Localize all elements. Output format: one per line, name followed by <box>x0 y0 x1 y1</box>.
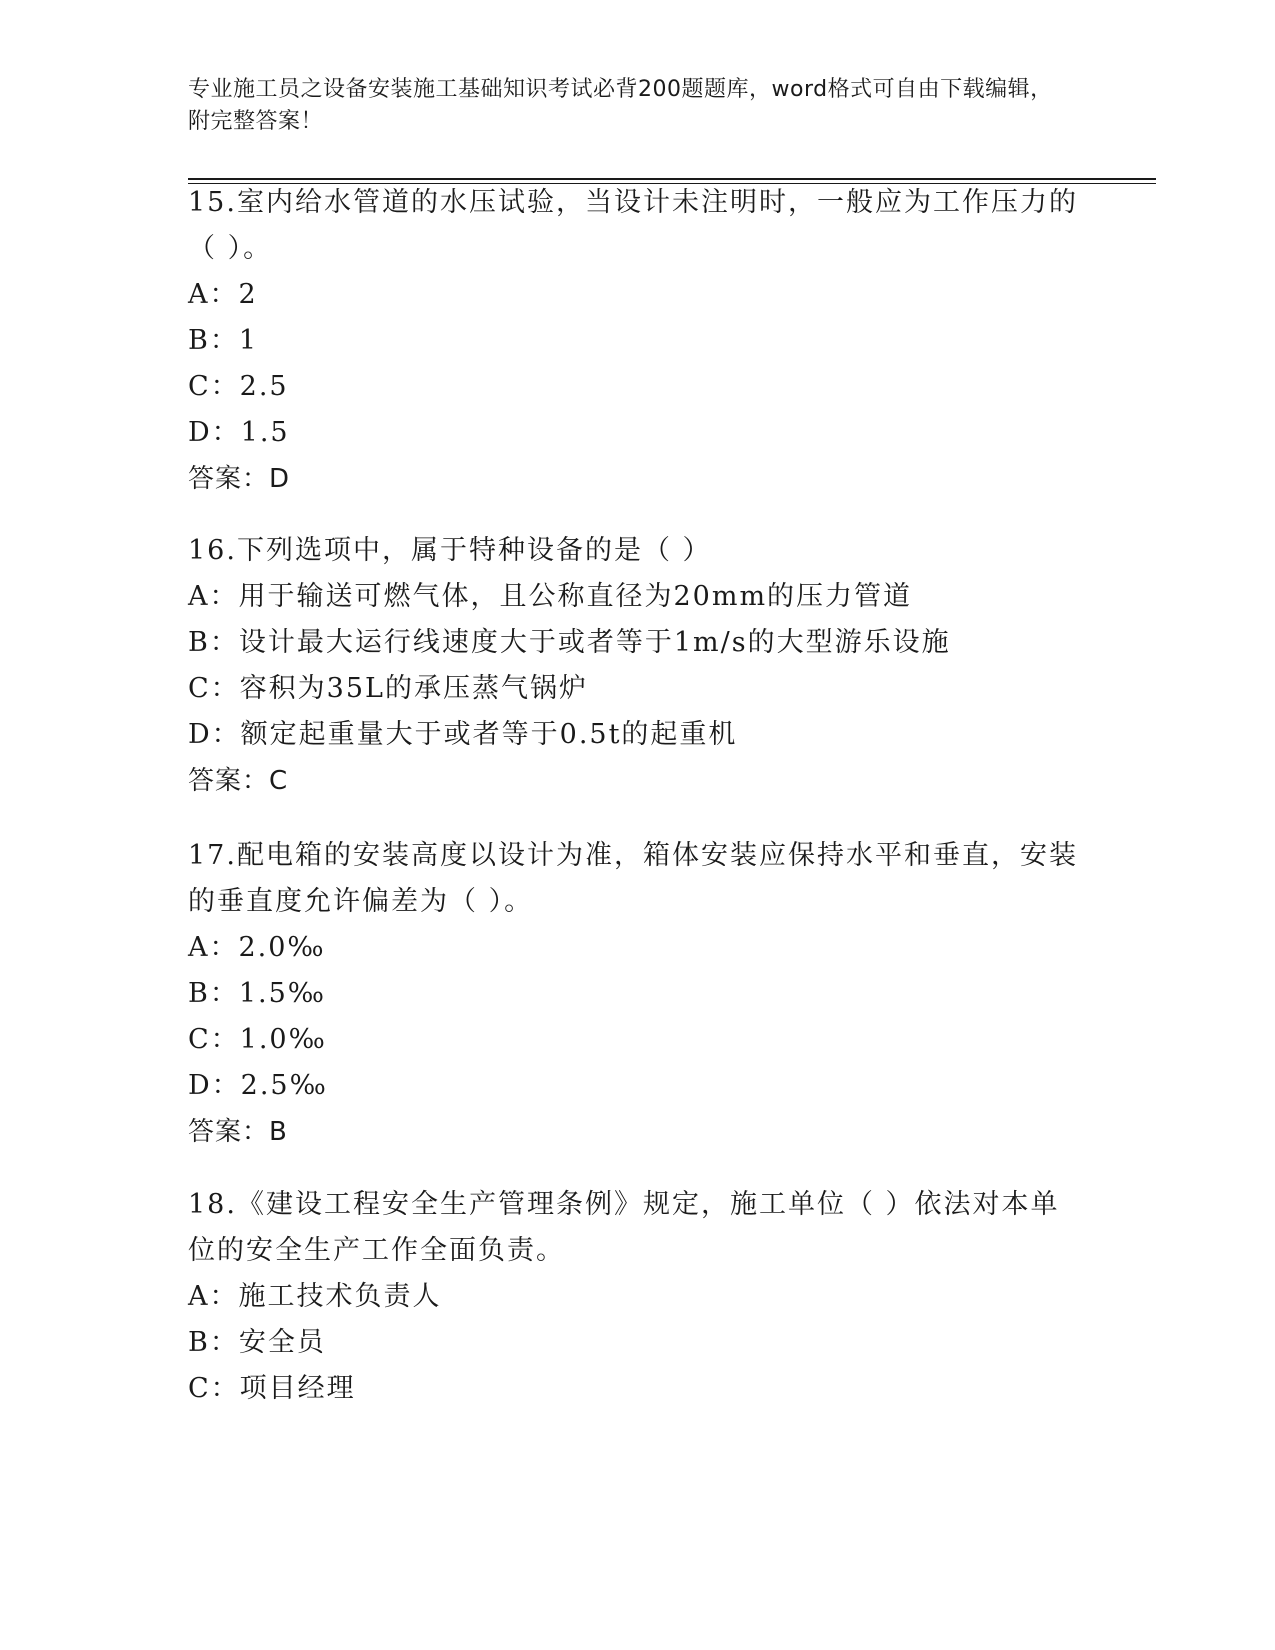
option-b: B：安全员 <box>188 1327 326 1358</box>
question-17 <box>188 833 1078 1155</box>
option-b: B：设计最大运行线速度大于或者等于1m/s的大型游乐设施 <box>188 627 951 658</box>
option-c: C：1.0‰ <box>188 1024 327 1055</box>
question-stem: 16.下列选项中，属于特种设备的是（ ） <box>188 535 712 566</box>
question-16 <box>188 528 1078 804</box>
option-a: A：施工技术负责人 <box>188 1281 442 1312</box>
option-c: C：容积为35L的承压蒸气锅炉 <box>188 673 588 704</box>
question-stem: 15.室内给水管道的水压试验，当设计未注明时，一般应为工作压力的（ ）。 <box>188 187 1078 264</box>
option-a: A：2.0‰ <box>188 932 326 963</box>
question-15 <box>188 180 1078 502</box>
option-d: D：额定起重量大于或者等于0.5t的起重机 <box>188 719 738 750</box>
option-a: A：用于输送可燃气体，且公称直径为20mm的压力管道 <box>188 581 913 612</box>
question-stem: 17.配电箱的安装高度以设计为准，箱体安装应保持水平和垂直，安装的垂直度允许偏差为（ ）。 <box>188 840 1078 917</box>
option-c: C：项目经理 <box>188 1373 356 1404</box>
answer: 答案：B <box>188 1117 288 1147</box>
option-d: D：1.5 <box>188 417 290 448</box>
question-stem: 18.《建设工程安全生产管理条例》规定，施工单位（ ）依法对本单位的安全生产工作全面负责。 <box>188 1189 1060 1266</box>
question-18 <box>188 1182 1078 1412</box>
option-b: B：1 <box>188 325 259 356</box>
option-b: B：1.5‰ <box>188 978 327 1009</box>
answer: 答案：D <box>188 464 291 494</box>
document-header: 专业施工员之设备安装施工基础知识考试必背200题题库，word格式可自由下载编辑，附完整答案！ <box>188 77 1053 134</box>
option-c: C：2.5 <box>188 371 289 402</box>
option-a: A：2 <box>188 279 258 310</box>
answer: 答案：C <box>188 766 289 796</box>
option-d: D：2.5‰ <box>188 1070 328 1101</box>
